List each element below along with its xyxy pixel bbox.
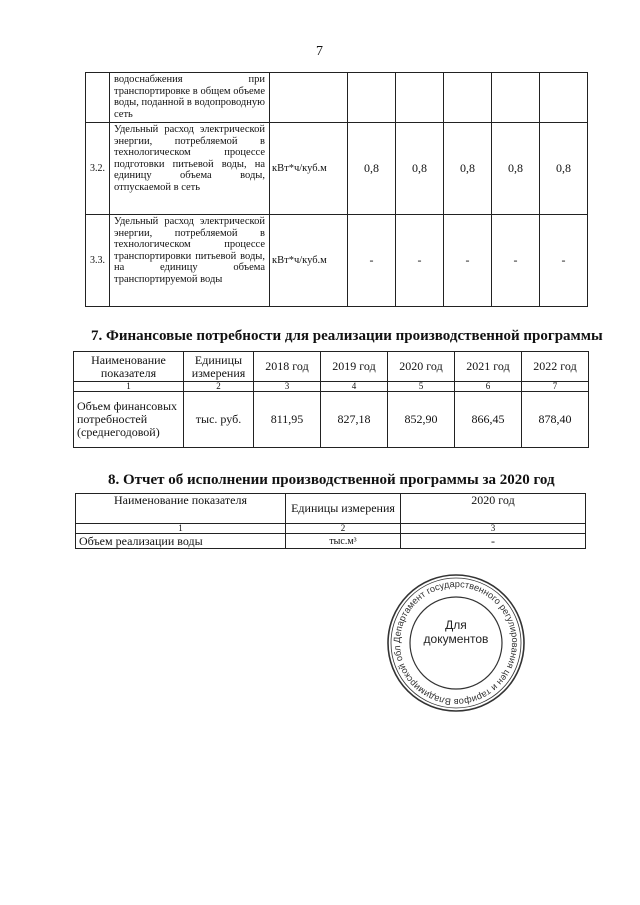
value-cell: 811,95: [254, 392, 321, 448]
value-cell: 0,8: [348, 123, 396, 215]
column-header: 2020 год: [401, 494, 586, 524]
stamp-center-line: Для: [445, 618, 467, 632]
value-cell: 827,18: [321, 392, 388, 448]
column-header: 2021 год: [455, 352, 522, 382]
indicator-name: Объем финансовых потребностей (среднегодовой): [74, 392, 184, 448]
column-index: 3: [401, 524, 586, 534]
unit-cell: кВт*ч/куб.м: [270, 123, 348, 215]
indicator-name: Удельный расход электрической энергии, потребляемой в технологическом процессе подготовки питьевой воды, на единицу объема воды, отпускаемой в сеть: [110, 123, 270, 215]
value-cell: -: [401, 534, 586, 549]
table-row: [76, 534, 586, 549]
table-row: [86, 73, 588, 123]
program-report-table: [75, 493, 586, 549]
table-row: [74, 392, 589, 448]
column-header: 2022 год: [522, 352, 589, 382]
row-number: [86, 73, 110, 123]
column-index: 1: [74, 382, 184, 392]
unit-cell: [270, 73, 348, 123]
column-index: 2: [184, 382, 254, 392]
value-cell: [444, 73, 492, 123]
column-index-row: [74, 382, 589, 392]
column-index: 4: [321, 382, 388, 392]
value-cell: 878,40: [522, 392, 589, 448]
indicator-name: Удельный расход электрической энергии, потребляемой в технологическом процессе транспортировки питьевой воды, на единицу объема транспортируемой воды: [110, 215, 270, 307]
value-cell: 866,45: [455, 392, 522, 448]
value-cell: -: [348, 215, 396, 307]
unit-cell: тыс. руб.: [184, 392, 254, 448]
stamp-center-line: документов: [423, 632, 489, 646]
column-header: 2019 год: [321, 352, 388, 382]
column-index: 1: [76, 524, 286, 534]
unit-cell: кВт*ч/куб.м: [270, 215, 348, 307]
indicator-name: водоснабжения при транспортировке в общем объеме воды, поданной в водопроводную сеть: [110, 73, 270, 123]
row-number: 3.3.: [86, 215, 110, 307]
column-header: Единицы измерения: [286, 494, 401, 524]
value-cell: -: [396, 215, 444, 307]
column-header: Наименование показателя: [74, 352, 184, 382]
value-cell: -: [540, 215, 588, 307]
value-cell: 852,90: [388, 392, 455, 448]
column-header: 2020 год: [388, 352, 455, 382]
value-cell: 0,8: [444, 123, 492, 215]
column-header: Наименование показателя: [76, 494, 286, 524]
column-index-row: [76, 524, 586, 534]
indicator-name: Объем реализации воды: [76, 534, 286, 549]
value-cell: [348, 73, 396, 123]
column-index: 2: [286, 524, 401, 534]
unit-cell: тыс.м³: [286, 534, 401, 549]
column-index: 3: [254, 382, 321, 392]
indicators-table-continued: [85, 72, 588, 307]
column-header: Единицы измерения: [184, 352, 254, 382]
value-cell: -: [492, 215, 540, 307]
official-stamp: [386, 573, 526, 713]
table-header-row: [76, 494, 586, 524]
value-cell: [492, 73, 540, 123]
table-row: [86, 123, 588, 215]
row-number: 3.2.: [86, 123, 110, 215]
value-cell: 0,8: [492, 123, 540, 215]
table-row: [86, 215, 588, 307]
section-7-title: 7. Финансовые потребности для реализации производственной программы: [91, 328, 603, 344]
value-cell: -: [444, 215, 492, 307]
stamp-ring-text: Департамент государственного регулирования цен и тарифов Владимирской обл: [391, 578, 521, 708]
value-cell: 0,8: [540, 123, 588, 215]
page-number: 7: [316, 44, 323, 59]
column-index: 5: [388, 382, 455, 392]
value-cell: 0,8: [396, 123, 444, 215]
column-index: 6: [455, 382, 522, 392]
table-header-row: [74, 352, 589, 382]
value-cell: [396, 73, 444, 123]
stamp-center-text: [386, 618, 526, 646]
financial-needs-table: [73, 351, 589, 448]
section-8-title: 8. Отчет об исполнении производственной программы за 2020 год: [108, 472, 555, 488]
value-cell: [540, 73, 588, 123]
column-header: 2018 год: [254, 352, 321, 382]
column-index: 7: [522, 382, 589, 392]
